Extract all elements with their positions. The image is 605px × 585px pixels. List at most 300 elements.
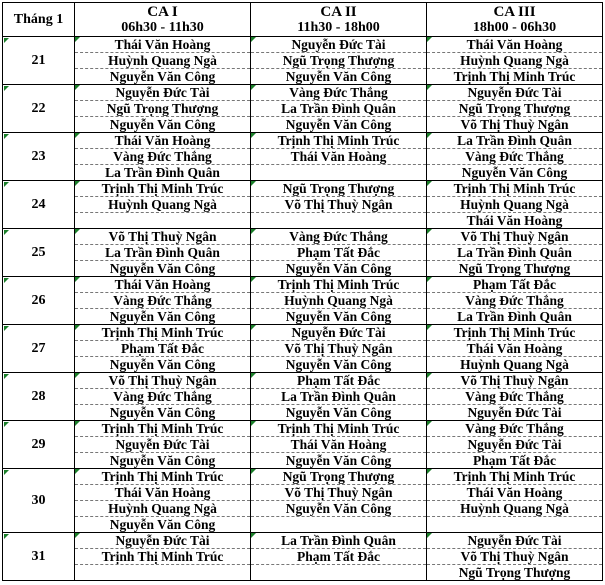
staff-name: Thái Văn Hoàng [114,37,211,52]
staff-name: Vàng Đức Thắng [465,293,564,308]
shift-cell[interactable] [75,277,251,293]
cell-marker-icon [427,277,432,282]
staff-name: Trịnh Thị Minh Trúc [277,277,400,292]
roster-row [3,293,603,309]
shift-cell[interactable] [427,213,603,229]
shift-title: CA I [147,3,178,20]
roster-row [3,341,603,357]
cell-marker-icon [75,37,80,42]
shift-cell[interactable] [427,181,603,197]
roster-row [3,69,603,85]
cell-marker-icon [75,325,80,330]
roster-row [3,181,603,197]
shift-cell[interactable] [427,357,603,373]
shift-cell[interactable] [75,325,251,341]
roster-row [3,325,603,341]
staff-name: Thái Văn Hoàng [466,485,563,500]
staff-name: Võ Thị Thuỳ Ngân [284,197,393,212]
roster-row [3,165,603,181]
day-cell[interactable] [3,37,75,85]
staff-name: Huỳnh Quang Ngà [460,53,569,68]
staff-name: Nguyễn Đức Tài [467,85,562,100]
shift-cell[interactable] [75,165,251,181]
day-cell[interactable] [3,469,75,533]
roster-row [3,389,603,405]
day-number: 23 [31,148,46,164]
day-cell[interactable] [3,533,75,581]
cell-marker-icon [75,133,80,138]
staff-name: Võ Thị Thuỳ Ngân [284,485,393,500]
shift-cell[interactable] [427,85,603,101]
shift-cell[interactable] [427,373,603,389]
staff-name: Trịnh Thị Minh Trúc [453,469,576,484]
staff-name: Phạm Tất Đắc [121,341,204,356]
shift-cell[interactable] [251,565,427,581]
staff-name: Vàng Đức Thắng [113,389,212,404]
shift-cell[interactable] [251,389,427,405]
cell-marker-icon [251,373,256,378]
staff-name: Nguyễn Văn Công [285,501,392,516]
cell-marker-icon [427,229,432,234]
staff-name: Nguyễn Văn Công [285,405,392,420]
roster-header [3,3,603,37]
cell-marker-icon [427,181,432,186]
staff-name: Vàng Đức Thắng [289,85,388,100]
shift-cell[interactable] [251,453,427,469]
staff-name: Huỳnh Quang Ngà [108,501,217,516]
roster-row [3,149,603,165]
shift-cell[interactable] [427,277,603,293]
staff-name: Nguyễn Văn Công [109,357,216,372]
shift-cell[interactable] [427,117,603,133]
day-number: 22 [31,100,46,116]
staff-name: Nguyễn Văn Công [461,165,568,180]
staff-name: Nguyễn Đức Tài [115,437,210,452]
roster-body [3,37,603,581]
cell-marker-icon [251,181,256,186]
roster-row [3,437,603,453]
staff-name: Võ Thị Thuỳ Ngân [284,341,393,356]
staff-name: Nguyễn Văn Công [109,309,216,324]
shift-cell[interactable] [427,37,603,53]
staff-name: Nguyễn Văn Công [285,69,392,84]
shift-cell[interactable] [75,69,251,85]
shift-cell[interactable] [427,293,603,309]
cell-marker-icon [75,277,80,282]
staff-name: Huỳnh Quang Ngà [460,501,569,516]
shift-cell[interactable] [427,197,603,213]
roster-row [3,357,603,373]
cell-marker-icon [4,374,9,379]
cell-marker-icon [251,533,256,538]
shift-time: 18h00 - 06h30 [472,19,557,35]
cell-marker-icon [4,182,9,187]
cell-marker-icon [427,533,432,538]
shift-cell[interactable] [75,437,251,453]
shift-cell[interactable] [427,517,603,533]
shift-cell[interactable] [75,261,251,277]
shift-cell[interactable] [75,549,251,565]
day-cell[interactable] [3,133,75,181]
shift-cell[interactable] [251,149,427,165]
shift-cell[interactable] [427,389,603,405]
day-cell[interactable] [3,373,75,421]
shift-cell[interactable] [251,341,427,357]
staff-name: Thái Văn Hoàng [466,37,563,52]
shift-header-3[interactable] [427,3,603,37]
day-cell[interactable] [3,229,75,277]
roster-row [3,37,603,53]
staff-name: Nguyễn Văn Công [109,261,216,276]
shift-cell[interactable] [427,549,603,565]
staff-name: Thái Văn Hoàng [466,213,563,228]
day-cell[interactable] [3,277,75,325]
cell-marker-icon [4,534,9,539]
cell-marker-icon [4,278,9,283]
staff-name: Nguyễn Văn Công [285,261,392,276]
cell-marker-icon [75,373,80,378]
staff-name: Thái Văn Hoàng [114,485,211,500]
shift-cell[interactable] [75,117,251,133]
shift-cell[interactable] [251,277,427,293]
roster-row [3,197,603,213]
staff-name: Nguyễn Văn Công [285,453,392,468]
shift-cell[interactable] [251,533,427,549]
shift-cell[interactable] [427,133,603,149]
staff-name: Nguyễn Văn Công [109,405,216,420]
shift-cell[interactable] [427,421,603,437]
cell-marker-icon [4,86,9,91]
cell-marker-icon [75,85,80,90]
staff-name: La Trần Đình Quân [457,309,572,324]
roster-row [3,261,603,277]
roster-row [3,485,603,501]
month-label: Tháng 1 [13,11,64,27]
staff-name: Phạm Tất Đắc [473,453,556,468]
staff-name: Ngũ Trọng Thượng [458,101,571,116]
staff-name: La Trần Đình Quân [105,245,220,260]
staff-name: Nguyễn Đức Tài [291,37,386,52]
staff-name: Thái Văn Hoàng [290,437,387,452]
day-number: 28 [31,388,46,404]
shift-cell[interactable] [75,373,251,389]
staff-name: Vàng Đức Thắng [113,149,212,164]
shift-cell[interactable] [251,213,427,229]
shift-cell[interactable] [251,501,427,517]
shift-cell[interactable] [75,197,251,213]
staff-name: Huỳnh Quang Ngà [108,197,217,212]
staff-name: La Trần Đình Quân [105,165,220,180]
shift-time: 11h30 - 18h00 [297,19,380,35]
staff-name: Phạm Tất Đắc [473,277,556,292]
cell-marker-icon [427,133,432,138]
roster-row [3,405,603,421]
cell-marker-icon [4,422,9,427]
cell-marker-icon [427,85,432,90]
staff-name: Trịnh Thị Minh Trúc [453,325,576,340]
staff-name: Trịnh Thị Minh Trúc [101,421,224,436]
shift-cell[interactable] [427,341,603,357]
staff-name: Huỳnh Quang Ngà [460,357,569,372]
roster-row [3,533,603,549]
shift-cell[interactable] [75,405,251,421]
shift-cell[interactable] [75,229,251,245]
cell-marker-icon [4,134,9,139]
staff-name: Vàng Đức Thắng [465,389,564,404]
shift-cell[interactable] [75,245,251,261]
roster-row [3,373,603,389]
shift-cell[interactable] [427,165,603,181]
day-number: 24 [31,196,46,212]
shift-cell[interactable] [251,373,427,389]
roster-row [3,517,603,533]
cell-marker-icon [75,421,80,426]
staff-name: Nguyễn Đức Tài [467,405,562,420]
shift-cell[interactable] [75,85,251,101]
staff-name: Huỳnh Quang Ngà [460,197,569,212]
staff-name: Vàng Đức Thắng [465,149,564,164]
day-cell[interactable] [3,85,75,133]
shift-cell[interactable] [427,69,603,85]
shift-cell[interactable] [427,501,603,517]
shift-cell[interactable] [427,53,603,69]
shift-cell[interactable] [251,165,427,181]
shift-cell[interactable] [251,261,427,277]
shift-cell[interactable] [427,469,603,485]
staff-name: Ngũ Trọng Thượng [458,261,571,276]
staff-name: Vàng Đức Thắng [465,421,564,436]
day-number: 30 [31,492,46,508]
shift-cell[interactable] [75,565,251,581]
shift-cell[interactable] [251,437,427,453]
staff-name: Trịnh Thị Minh Trúc [277,421,400,436]
shift-cell[interactable] [427,485,603,501]
shift-cell[interactable] [251,53,427,69]
shift-cell[interactable] [251,517,427,533]
staff-name: Thái Văn Hoàng [114,277,211,292]
staff-name: Ngũ Trọng Thượng [106,101,219,116]
cell-marker-icon [75,229,80,234]
staff-name: Thái Văn Hoàng [466,341,563,356]
day-cell[interactable] [3,181,75,229]
shift-cell[interactable] [251,229,427,245]
staff-name: Phạm Tất Đắc [297,245,380,260]
shift-cell[interactable] [75,533,251,549]
day-cell[interactable] [3,421,75,469]
shift-cell[interactable] [251,101,427,117]
shift-time: 06h30 - 11h30 [121,19,204,35]
staff-name: Vàng Đức Thắng [113,293,212,308]
shift-cell[interactable] [251,405,427,421]
staff-name: Trịnh Thị Minh Trúc [453,181,576,196]
day-cell[interactable] [3,325,75,373]
shift-cell[interactable] [75,389,251,405]
staff-name: Nguyễn Đức Tài [467,533,562,548]
shift-cell[interactable] [251,357,427,373]
roster-row [3,549,603,565]
day-number: 27 [31,340,46,356]
shift-cell[interactable] [75,485,251,501]
shift-cell[interactable] [427,533,603,549]
shift-cell[interactable] [427,437,603,453]
shift-header-1[interactable] [75,3,251,37]
shift-cell[interactable] [75,101,251,117]
roster-row [3,421,603,437]
staff-name: Thái Văn Hoàng [114,133,211,148]
staff-name: La Trần Đình Quân [281,389,396,404]
shift-cell[interactable] [427,101,603,117]
staff-name: Nguyễn Văn Công [109,453,216,468]
staff-name: Nguyễn Đức Tài [115,85,210,100]
cell-marker-icon [251,325,256,330]
shift-cell[interactable] [75,133,251,149]
shift-cell[interactable] [75,341,251,357]
shift-cell[interactable] [427,149,603,165]
shift-cell[interactable] [75,181,251,197]
staff-name: La Trần Đình Quân [281,101,396,116]
shift-cell[interactable] [75,357,251,373]
shift-cell[interactable] [427,309,603,325]
shift-cell[interactable] [251,197,427,213]
cell-marker-icon [75,533,80,538]
day-number: 25 [31,244,46,260]
staff-name: Trịnh Thị Minh Trúc [101,549,224,564]
staff-name: Nguyễn Đức Tài [467,437,562,452]
shift-cell[interactable] [251,485,427,501]
cell-marker-icon [251,229,256,234]
staff-name: Trịnh Thị Minh Trúc [277,133,400,148]
shift-cell[interactable] [75,37,251,53]
staff-name: Phạm Tất Đắc [297,549,380,564]
cell-marker-icon [75,181,80,186]
shift-title: CA III [493,3,536,20]
shift-cell[interactable] [427,565,603,581]
shift-cell[interactable] [427,229,603,245]
staff-name: Võ Thị Thuỳ Ngân [460,549,569,564]
cell-marker-icon [251,469,256,474]
shift-cell[interactable] [427,453,603,469]
staff-name: Trịnh Thị Minh Trúc [453,69,576,84]
shift-cell[interactable] [251,181,427,197]
shift-cell[interactable] [251,549,427,565]
cell-marker-icon [427,37,432,42]
staff-name: Võ Thị Thuỳ Ngân [460,373,569,388]
shift-cell[interactable] [251,117,427,133]
shift-roster-table [2,2,603,581]
cell-marker-icon [4,470,9,475]
staff-name: Ngũ Trọng Thượng [282,469,395,484]
shift-cell[interactable] [75,213,251,229]
staff-name: Võ Thị Thuỳ Ngân [108,373,217,388]
staff-name: La Trần Đình Quân [457,245,572,260]
shift-title: CA II [320,3,357,20]
cell-marker-icon [4,230,9,235]
roster-row [3,53,603,69]
shift-cell[interactable] [251,421,427,437]
cell-marker-icon [4,326,9,331]
shift-cell[interactable] [75,149,251,165]
staff-name: Võ Thị Thuỳ Ngân [460,229,569,244]
staff-name: Nguyễn Văn Công [109,117,216,132]
month-header-cell[interactable] [3,3,75,37]
staff-name: Trịnh Thị Minh Trúc [101,181,224,196]
shift-cell[interactable] [427,261,603,277]
shift-cell[interactable] [75,501,251,517]
shift-cell[interactable] [75,469,251,485]
roster-row [3,469,603,485]
day-number: 31 [31,548,46,564]
staff-name: Trịnh Thị Minh Trúc [101,469,224,484]
shift-cell[interactable] [251,37,427,53]
staff-name: Phạm Tất Đắc [297,373,380,388]
cell-marker-icon [251,277,256,282]
shift-header-2[interactable] [251,3,427,37]
cell-marker-icon [75,469,80,474]
shift-cell[interactable] [75,309,251,325]
cell-marker-icon [251,421,256,426]
day-number: 26 [31,292,46,308]
staff-name: Nguyễn Văn Công [109,517,216,532]
staff-name: Nguyễn Văn Công [285,309,392,324]
day-number: 29 [31,436,46,452]
roster-row [3,229,603,245]
shift-cell[interactable] [75,53,251,69]
cell-marker-icon [427,373,432,378]
cell-marker-icon [427,421,432,426]
staff-name: La Trần Đình Quân [457,133,572,148]
staff-name: La Trần Đình Quân [281,533,396,548]
shift-cell[interactable] [251,469,427,485]
shift-cell[interactable] [75,293,251,309]
staff-name: Vàng Đức Thắng [289,229,388,244]
cell-marker-icon [427,469,432,474]
shift-cell[interactable] [75,453,251,469]
roster-row [3,85,603,101]
cell-marker-icon [251,37,256,42]
cell-marker-icon [251,133,256,138]
shift-cell[interactable] [427,325,603,341]
shift-cell[interactable] [251,293,427,309]
roster-row [3,213,603,229]
shift-cell[interactable] [251,245,427,261]
staff-name: Huỳnh Quang Ngà [284,293,393,308]
staff-name: Nguyễn Văn Công [285,357,392,372]
roster-row [3,101,603,117]
staff-name: Nguyễn Đức Tài [115,533,210,548]
roster-row [3,277,603,293]
staff-name: Trịnh Thị Minh Trúc [101,325,224,340]
shift-cell[interactable] [251,133,427,149]
shift-cell[interactable] [427,405,603,421]
shift-cell[interactable] [251,309,427,325]
shift-cell[interactable] [75,517,251,533]
staff-name: Ngũ Trọng Thượng [458,565,571,580]
staff-name: Nguyễn Văn Công [285,117,392,132]
cell-marker-icon [251,85,256,90]
staff-name: Huỳnh Quang Ngà [108,53,217,68]
shift-cell[interactable] [251,85,427,101]
staff-name: Võ Thị Thuỳ Ngân [460,117,569,132]
day-number: 21 [31,52,46,68]
shift-cell[interactable] [251,325,427,341]
shift-cell[interactable] [75,421,251,437]
staff-name: Ngũ Trọng Thượng [282,181,395,196]
shift-cell[interactable] [427,245,603,261]
roster-row [3,309,603,325]
roster-row [3,501,603,517]
staff-name: Ngũ Trọng Thượng [282,53,395,68]
shift-cell[interactable] [251,69,427,85]
